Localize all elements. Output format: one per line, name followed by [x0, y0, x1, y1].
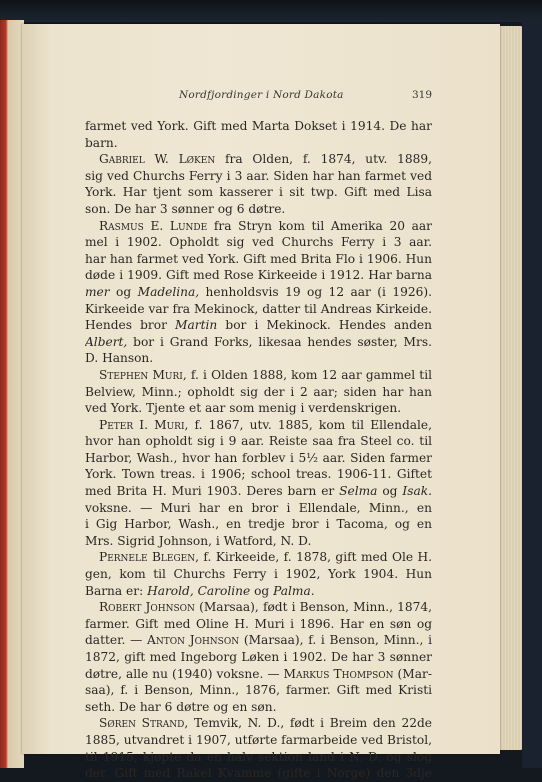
- book-cover-right: [522, 20, 542, 768]
- line-text: fra Olden, f. 1874, utv. 1889,: [225, 152, 432, 167]
- entry-intro: [85, 118, 432, 151]
- entry-name: Gabriel W. Løken: [99, 152, 216, 167]
- line-text: sig ved Churchs Ferry i 3 aar. Siden har han farmet ved: [85, 168, 432, 183]
- entry-rasmus-lunde: [85, 218, 432, 367]
- entry-gabriel-loken: [85, 151, 432, 217]
- line-text: farmet ved York. Gift med Marta Dokset i 1914. De har: [85, 119, 432, 133]
- entry-soren-strand: [85, 715, 432, 781]
- entry-stephen-muri: [85, 367, 432, 417]
- body-text: [85, 118, 432, 782]
- text-line: [85, 666, 432, 683]
- line-text: med Brita H. Muri 1903. Deres barn er Selma og Isak.: [85, 484, 432, 499]
- entry-peter-muri: [85, 417, 432, 550]
- text-line: [85, 184, 432, 201]
- line-text: York. Har tjent som kasserer i sit twp. Gift med Lisa: [85, 185, 432, 200]
- line-text: 1885, utvandret i 1907, utførte farmarbeide ved Bristol,: [85, 732, 432, 747]
- text-line: [85, 500, 432, 517]
- line-text: seth. De har 6 døtre og en søn.: [85, 699, 277, 714]
- text-line: [85, 682, 432, 699]
- text-line: [85, 699, 432, 716]
- text-line: [85, 267, 432, 284]
- text-line: [85, 483, 432, 500]
- line-text: Kirkeeide var fra Mekinock, datter til Andreas Kirkeide.: [85, 301, 432, 316]
- book-cover-top: [0, 0, 542, 22]
- line-text: i Gig Harbor, Wash., en tredje bror i Tacoma, og en: [85, 517, 432, 532]
- line-text: Harbor, Wash., hvor han forblev i 5½ aar. Siden farmer: [85, 450, 432, 465]
- line-text: , f. Kirkeeide, f. 1878, gift med Ole H.: [195, 550, 432, 565]
- text-line: [85, 201, 432, 218]
- line-text: , Temvik, N. D., født i Breim den 22de: [184, 716, 432, 731]
- line-text: til 1915, kjøpte da en halv sektion land i N. D. og slog: [85, 749, 432, 764]
- running-head: [85, 89, 432, 105]
- line-text: Barna er: Harold, Caroline og Palma.: [85, 583, 315, 598]
- text-line: [85, 466, 432, 483]
- line-text: der. Gift med Rakel Kvamme (gifte i Norge) den 3dje: [85, 766, 432, 781]
- text-line: [85, 334, 432, 351]
- book-spine-edge: [0, 20, 24, 768]
- line-text: Belview, Minn.; opholdt sig der i 2 aar; siden har han: [85, 384, 432, 399]
- text-line: [85, 301, 432, 318]
- text-line: [85, 151, 432, 168]
- text-line: [85, 715, 432, 732]
- line-text: datter. — Anton Johnson (Marsaa), f. i Benson, Minn., i: [85, 633, 432, 648]
- line-text: D. Hanson.: [85, 351, 154, 366]
- line-text: hvor han opholdt sig i 9 aar. Reiste saa fra Steel co. til: [85, 434, 432, 449]
- line-text: døde i 1909. Gift med Rose Kirkeeide i 1912. Har barna: [85, 268, 432, 283]
- line-text: saa), f. i Benson, Minn., 1876, farmer. Gift med Kristi: [85, 683, 432, 698]
- text-line: [85, 549, 432, 566]
- line-text: døtre, alle nu (1940) voksne. — Markus Thompson (Mar-: [85, 666, 432, 681]
- line-text: har han farmet ved York. Gift med Brita Flo i 1906. Hun: [85, 251, 432, 266]
- line-text: son. De har 3 sønner og 6 døtre.: [85, 201, 286, 216]
- text-line: [85, 384, 432, 401]
- text-line: [85, 400, 432, 417]
- text-line: [85, 749, 432, 766]
- text-line: [85, 135, 432, 152]
- text-line: [85, 367, 432, 384]
- text-line: [85, 516, 432, 533]
- line-text: Mrs. Sigrid Johnson, i Watford, N. D.: [85, 533, 312, 548]
- text-line: [85, 350, 432, 367]
- entry-name: Søren Strand: [99, 716, 185, 731]
- running-head-title: Nordfjordinger i Nord Dakota: [179, 89, 344, 101]
- entry-pernele-blegen: [85, 549, 432, 599]
- line-text: Hendes bror Martin bor i Mekinock. Hendes anden: [85, 318, 432, 333]
- text-line: [85, 632, 432, 649]
- line-text: mel i 1902. Opholdt sig ved Churchs Ferry i 3 aar.: [85, 235, 432, 250]
- text-line: [85, 251, 432, 268]
- text-line: [85, 417, 432, 434]
- line-text: Albert, bor i Grand Forks, likesaa hendes søster, Mrs.: [85, 334, 432, 349]
- text-line: [85, 284, 432, 301]
- line-text: voksne. — Muri har en bror i Ellendale, Minn., en: [85, 500, 432, 515]
- text-line: [85, 533, 432, 550]
- line-text: ved York. Tjente et aar som menig i verdenskrigen.: [85, 401, 402, 416]
- text-line: [85, 450, 432, 467]
- text-line: [85, 566, 432, 583]
- text-line: [85, 583, 432, 600]
- line-text: York. Town treas. i 1906; school treas. 1906-11. Giftet: [85, 467, 432, 482]
- line-text: 1872, gift med Ingeborg Løken i 1902. De har 3 sønner: [85, 650, 432, 664]
- text-line: [85, 732, 432, 749]
- line-text: (Marsaa), født i Benson, Minn., 1874,: [199, 600, 432, 615]
- entry-name: Robert Johnson: [99, 600, 195, 615]
- text-line: [85, 234, 432, 251]
- entry-name: Rasmus E. Lunde: [99, 218, 208, 233]
- text-line: [85, 649, 432, 666]
- line-text: barn.: [85, 135, 118, 150]
- line-text: gen, kom til Churchs Ferry i 1902, York 1904. Hun: [85, 567, 432, 582]
- entry-robert-johnson: [85, 599, 432, 715]
- line-text: , f. 1867, utv. 1885, kom til Ellendale,: [184, 417, 432, 432]
- line-text: fra Stryn kom til Amerika 20 aar: [213, 218, 432, 233]
- line-text: mer og Madelina, henholdsvis 19 og 12 aar (i 1926).: [85, 284, 432, 299]
- entry-name: Peter I. Muri: [99, 417, 185, 432]
- text-line: [85, 599, 432, 616]
- line-text: farmer. Gift med Oline H. Muri i 1896. Har en søn og: [85, 616, 432, 631]
- entry-name: Pernele Blegen: [99, 550, 196, 565]
- page-edges: [498, 26, 524, 750]
- text-line: [85, 616, 432, 633]
- entry-name: Stephen Muri: [99, 367, 183, 382]
- text-line: [85, 168, 432, 185]
- text-line: [85, 118, 432, 135]
- page-number: 319: [411, 89, 432, 101]
- text-line: [85, 433, 432, 450]
- text-line: [85, 317, 432, 334]
- text-line: [85, 218, 432, 235]
- line-text: , f. i Olden 1888, kom 12 aar gammel til: [182, 367, 432, 382]
